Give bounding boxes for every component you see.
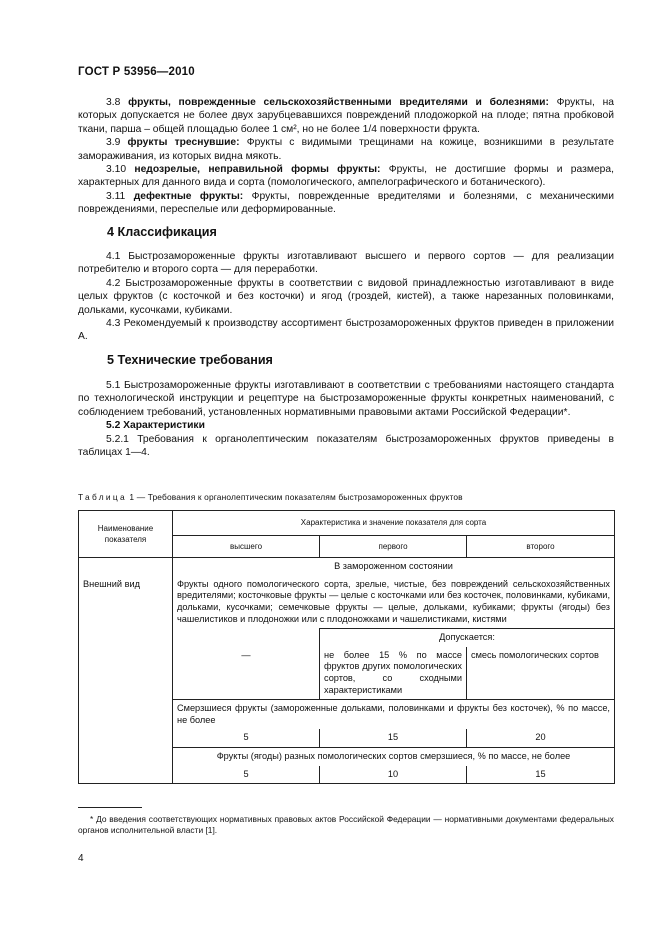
table-cell: 15 (467, 766, 615, 784)
requirements-table (78, 510, 615, 784)
mixed-fruits-label: Фрукты (ягоды) разных помологических сортов смерзшиеся, % по массе, не более (173, 747, 615, 765)
table-cell: 5 (173, 766, 320, 784)
appearance-description: Фрукты одного помологического сорта, зрелые, чистые, без повреждений сельскохозяйственных вредителями; косточковые фрукты — целые с косточками или без косточек, половинками, кубиками, дольками, кусочками; семечковые фрукты — целые, дольками, кубиками; фрукты (ягоды) без чашелистиков и плодоножки или с плодоножками и чашелистиками, кистями (173, 576, 615, 629)
section-5-body (78, 379, 614, 459)
footnote: * До введения соответствующих нормативных правовых актов Российской Федерации — нормативными документами федеральных органов исполнительной власти [1]. (78, 814, 614, 835)
allowed-label: Допускается: (320, 629, 615, 647)
definition-term: недозрелые, неправильной формы фрукты: (134, 164, 381, 176)
table-row (79, 629, 615, 647)
definition-term: фрукты треснувшие: (127, 137, 240, 149)
definition-3-8: 3.8 фрукты, поврежденные сельскохозяйственными вредителями и болезнями: Фрукты, на которых допускается не более двух зарубцевавшихся повреждений плодожоркой на плоде; пятна пробковой ткани, парша – общей площадью более 1 см², но не более 1/4 поверхности фрукта. (78, 97, 614, 135)
document-code: ГОСТ Р 53956—2010 (78, 66, 195, 78)
section-5-heading: 5 Технические требования (107, 353, 273, 367)
table-caption: Таблица 1 — Требования к органолептическим показателям быстрозамороженных фруктов (78, 492, 463, 502)
paragraph-5-1: 5.1 Быстрозамороженные фрукты изготавливают в соответствии с требованиями настоящего стандарта по технологической инструкции и рецептуре на быстрозамороженные фрукты конкретных наименований, с соблюдением требований, установленных нормативными правовыми актами Российской Федерации*. (78, 380, 614, 418)
table-cell: 15 (320, 729, 467, 747)
page-number: 4 (78, 853, 84, 864)
indicator-label: Внешний вид (79, 576, 173, 629)
table-row (79, 558, 615, 576)
column-header-group: Характеристика и значение показателя для сорта (173, 511, 615, 536)
footnote-separator (78, 807, 142, 808)
paragraph-4-2: 4.2 Быстрозамороженные фрукты в соответствии с видовой принадлежностью изготавливают в виде целых фруктов (с косточкой и без косточки) и ягод (гроздей, кистей), а также нарезанных половинками, дольками, кусочками, кубиками. (78, 277, 614, 316)
column-header-name: Наименование показателя (79, 511, 173, 558)
table-row (79, 766, 615, 784)
table-row (79, 747, 615, 765)
table-cell: 10 (320, 766, 467, 784)
paragraph-5-2-1: 5.2.1 Требования к органолептическим показателям быстрозамороженных фруктов приведены в таблицах 1—4. (78, 433, 614, 459)
paragraph-4-3: 4.3 Рекомендуемый к производству ассортимент быстрозамороженных фруктов приведен в приложении А. (78, 318, 614, 343)
table-cell: 20 (467, 729, 615, 747)
column-header-grade: первого (320, 535, 467, 558)
definition-3-10: 3.10 недозрелые, неправильной формы фрукты: Фрукты, не достигшие формы и размера, характерных для данного вида и сорта (помологического, ампелографического и ботанического). (78, 164, 614, 189)
table-cell: — (173, 647, 320, 700)
table-row (79, 729, 615, 747)
definition-term: дефектные фрукты: (133, 190, 244, 202)
definition-3-11: 3.11 дефектные фрукты: Фрукты, поврежденные вредителями и болезнями, с механическими повреждениями, переспелые или деформированные. (78, 190, 614, 216)
section-4-body (78, 250, 614, 344)
table-cell: 5 (173, 729, 320, 747)
table-row (79, 647, 615, 700)
table-cell: не более 15 % по массе фруктов других помологических сортов, со сходными характеристиками (320, 647, 467, 700)
definitions-block (78, 96, 614, 217)
table-row (79, 700, 615, 730)
subsection-5-2-heading: 5.2 Характеристики (106, 420, 205, 432)
column-header-grade: второго (467, 535, 615, 558)
definition-term: фрукты, поврежденные сельскохозяйственными вредителями и болезнями: (128, 97, 549, 108)
paragraph-4-1: 4.1 Быстрозамороженные фрукты изготавливают высшего и первого сортов — для реализации потребителю и второго сорта — для переработки. (78, 251, 614, 276)
state-label: В замороженном состоянии (173, 558, 615, 576)
section-4-heading: 4 Классификация (107, 225, 217, 239)
definition-3-9: 3.9 фрукты треснувшие: Фрукты с видимыми трещинами на кожице, возникшими в результате замораживания, из которых видна мякоть. (78, 137, 614, 162)
table-header-row (79, 511, 615, 536)
column-header-grade: высшего (173, 535, 320, 558)
table-cell: смесь помологических сортов (467, 647, 615, 700)
table-row (79, 576, 615, 629)
stuck-fruits-label: Смерзшиеся фрукты (замороженные дольками, половинками и фрукты без косточек), % по массе, не более (173, 700, 615, 730)
